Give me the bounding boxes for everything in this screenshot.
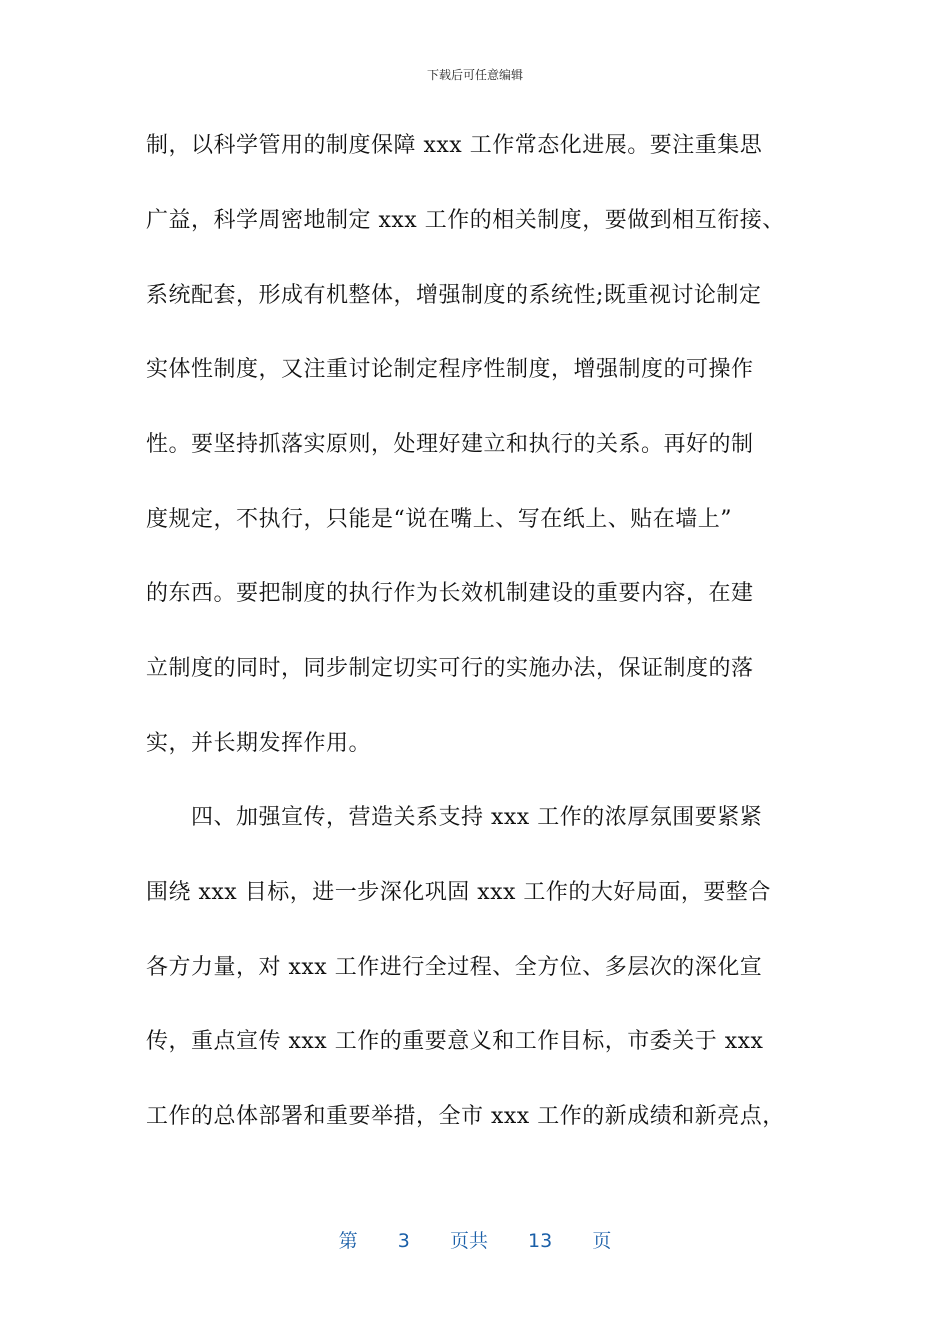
footer-suffix: 页 <box>592 1230 612 1252</box>
body-line-8: 立制度的同时，同步制定切实可行的实施办法，保证制度的落 <box>146 656 754 681</box>
body-line-11: 围绕 xxx 目标，进一步深化巩固 xxx 工作的大好局面，要整合 <box>146 880 771 905</box>
body-line-3: 系统配套，形成有机整体，增强制度的系统性;既重视讨论制定 <box>146 283 762 308</box>
body-line-1: 制，以科学管用的制度保障 xxx 工作常态化进展。要注重集思 <box>146 133 763 158</box>
footer-total-pages: 13 <box>528 1230 553 1252</box>
footer-middle: 页共 <box>449 1230 488 1252</box>
body-line-4: 实体性制度，又注重讨论制定程序性制度，增强制度的可操作 <box>146 357 754 382</box>
body-line-9: 实，并长期发挥作用。 <box>146 731 372 756</box>
header-note: 下载后可任意编辑 <box>426 68 523 82</box>
body-line-12: 各方力量，对 xxx 工作进行全过程、全方位、多层次的深化宣 <box>146 955 763 980</box>
page-footer <box>0 1226 950 1253</box>
body-line-14: 工作的总体部署和重要举措，全市 xxx 工作的新成绩和新亮点， <box>146 1104 785 1129</box>
footer-current-page: 3 <box>397 1230 410 1252</box>
footer-prefix: 第 <box>338 1230 358 1252</box>
body-line-6: 度规定，不执行，只能是“说在嘴上、写在纸上、贴在墙上” <box>146 507 732 532</box>
body-line-13: 传，重点宣传 xxx 工作的重要意义和工作目标，市委关于 xxx <box>146 1029 764 1054</box>
body-line-5: 性。要坚持抓落实原则，处理好建立和执行的关系。再好的制 <box>146 432 754 457</box>
body-line-7: 的东西。要把制度的执行作为长效机制建设的重要内容，在建 <box>146 581 754 606</box>
body-line-10: 四、加强宣传，营造关系支持 xxx 工作的浓厚氛围要紧紧 <box>146 805 763 830</box>
body-line-2: 广益，科学周密地制定 xxx 工作的相关制度，要做到相互衔接、 <box>146 208 785 233</box>
page-header <box>0 66 950 83</box>
